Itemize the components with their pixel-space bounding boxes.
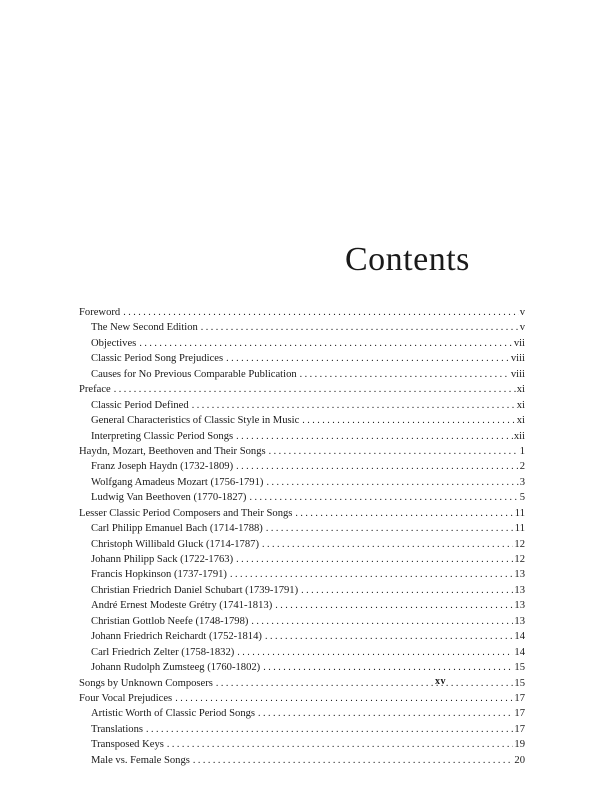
- toc-entry-title: Male vs. Female Songs: [91, 754, 190, 766]
- toc-entry-page: xi: [516, 399, 525, 411]
- toc-entry-page: 15: [514, 677, 525, 689]
- toc-entry-page: 11: [514, 523, 525, 535]
- toc-entry-title: Objectives: [91, 337, 137, 349]
- toc-entry-page: 20: [514, 754, 525, 766]
- toc-entry-page: viii: [510, 353, 525, 365]
- toc-subentry: [79, 645, 525, 660]
- toc-entry-title: Lesser Classic Period Composers and Their Songs: [79, 507, 293, 519]
- toc-subentry: [79, 722, 525, 737]
- toc-subentry: [79, 367, 525, 382]
- toc-entry-page: 1: [519, 445, 525, 457]
- dot-leader: [230, 567, 513, 582]
- toc-subentry: [79, 567, 525, 582]
- toc-entry-title: André Ernest Modeste Grétry (1741-1813): [91, 600, 273, 612]
- dot-leader: [114, 382, 516, 397]
- dot-leader: [269, 444, 519, 459]
- toc-entry: [79, 691, 525, 706]
- dot-leader: [266, 521, 514, 536]
- dot-leader: [295, 506, 513, 521]
- toc-entry: [79, 305, 525, 320]
- dot-leader: [216, 676, 514, 691]
- toc-entry-title: Songs by Unknown Composers: [79, 677, 213, 689]
- toc-entry-page: 17: [514, 723, 525, 735]
- toc-entry-page: 5: [519, 492, 525, 504]
- dot-leader: [265, 629, 513, 644]
- toc-entry-title: Franz Joseph Haydn (1732-1809): [91, 461, 234, 473]
- dot-leader: [139, 336, 513, 351]
- toc-subentry: [79, 351, 525, 366]
- toc-entry-title: Christian Friedrich Daniel Schubart (1739-1791): [91, 584, 299, 596]
- toc-entry-title: Wolfgang Amadeus Mozart (1756-1791): [91, 476, 264, 488]
- toc-entry-page: 13: [514, 615, 525, 627]
- dot-leader: [262, 537, 513, 552]
- toc-subentry: [79, 614, 525, 629]
- toc-subentry: [79, 413, 525, 428]
- toc-entry-page: v: [519, 322, 525, 334]
- dot-leader: [263, 660, 513, 675]
- toc-entry-page: xi: [516, 415, 525, 427]
- dot-leader: [301, 583, 513, 598]
- toc-entry-title: Transposed Keys: [91, 739, 164, 751]
- toc-subentry: [79, 629, 525, 644]
- toc-subentry: [79, 320, 525, 335]
- toc-entry-page: 12: [514, 554, 525, 565]
- toc-entry-page: vii: [513, 337, 525, 349]
- toc-entry-page: 17: [514, 708, 525, 720]
- toc-entry-page: xi: [516, 384, 525, 396]
- toc-entry-title: Johann Friedrich Reichardt (1752-1814): [91, 631, 262, 643]
- toc-entry-title: Translations: [91, 723, 143, 735]
- toc-entry-page: 12: [514, 538, 525, 550]
- toc-entry-page: 11: [514, 507, 525, 519]
- dot-leader: [237, 645, 513, 660]
- toc-entry-title: Francis Hopkinson (1737-1791): [91, 569, 227, 581]
- toc-entry-page: 13: [514, 569, 525, 581]
- toc-entry-title: Ludwig Van Beethoven (1770-1827): [91, 492, 247, 504]
- toc-subentry: [79, 475, 525, 490]
- toc-entry-page: 14: [514, 646, 525, 658]
- toc-subentry: [79, 521, 525, 536]
- toc-entry-title: Foreword: [79, 307, 121, 318]
- toc-entry-title: Classic Period Song Prejudices: [91, 353, 224, 365]
- page-number: xv: [435, 676, 446, 687]
- dot-leader: [251, 614, 513, 629]
- toc-entry-page: 3: [519, 476, 525, 488]
- dot-leader: [201, 320, 519, 335]
- toc-entry-title: Christoph Willibald Gluck (1714-1787): [91, 538, 259, 550]
- toc-entry-title: Classic Period Defined: [91, 399, 189, 411]
- toc-subentry: [79, 490, 525, 505]
- dot-leader: [146, 722, 513, 737]
- toc-subentry: [79, 336, 525, 351]
- dot-leader: [236, 429, 513, 444]
- toc-subentry: [79, 583, 525, 598]
- dot-leader: [193, 753, 514, 768]
- toc-entry-page: v: [519, 307, 525, 318]
- toc-entry: [79, 676, 525, 691]
- dot-leader: [275, 598, 513, 613]
- toc-subentry: [79, 753, 525, 768]
- dot-leader: [226, 351, 510, 366]
- toc-entry-title: Johann Philipp Sack (1722-1763): [91, 554, 234, 565]
- toc-entry-title: Interpreting Classic Period Songs: [91, 430, 234, 442]
- toc-entry-title: General Characteristics of Classic Style in Music: [91, 415, 300, 427]
- dot-leader: [175, 691, 513, 706]
- toc-subentry: [79, 537, 525, 552]
- toc-entry-title: Artistic Worth of Classic Period Songs: [91, 708, 256, 720]
- toc-entry-title: Causes for No Previous Comparable Publication: [91, 368, 297, 380]
- toc-entry-page: xii: [513, 430, 525, 442]
- toc-entry-title: The New Second Edition: [91, 322, 198, 334]
- toc-entry-page: 13: [514, 584, 525, 596]
- dot-leader: [236, 459, 519, 474]
- toc-entry-title: Preface: [79, 384, 111, 396]
- page-title: Contents: [345, 241, 470, 278]
- toc-entry-page: 19: [514, 739, 525, 751]
- dot-leader: [258, 706, 513, 721]
- toc-entry: [79, 382, 525, 397]
- dot-leader: [123, 305, 519, 320]
- toc-subentry: [79, 660, 525, 675]
- dot-leader: [167, 737, 514, 752]
- dot-leader: [236, 552, 513, 567]
- dot-leader: [266, 475, 518, 490]
- toc-subentry: [79, 429, 525, 444]
- dot-leader: [300, 367, 510, 382]
- toc-subentry: [79, 552, 525, 567]
- toc-subentry: [79, 706, 525, 721]
- toc-entry-title: Four Vocal Prejudices: [79, 692, 173, 704]
- toc-entry-page: 14: [514, 631, 525, 643]
- toc-entry-title: Carl Friedrich Zelter (1758-1832): [91, 646, 235, 658]
- dot-leader: [302, 413, 515, 428]
- toc-entry: [79, 506, 525, 521]
- toc-entry: [79, 444, 525, 459]
- toc-entry-page: 13: [514, 600, 525, 612]
- dot-leader: [192, 398, 516, 413]
- toc-entry-title: Christian Gottlob Neefe (1748-1798): [91, 615, 249, 627]
- toc-entry-page: viii: [510, 368, 525, 380]
- toc-subentry: [79, 598, 525, 613]
- toc-entry-page: 17: [514, 692, 525, 704]
- toc-entry-page: 15: [514, 662, 525, 674]
- toc-subentry: [79, 459, 525, 474]
- toc-subentry: [79, 737, 525, 752]
- dot-leader: [249, 490, 518, 505]
- table-of-contents: [79, 305, 525, 768]
- toc-subentry: [79, 398, 525, 413]
- toc-entry-title: Carl Philipp Emanuel Bach (1714-1788): [91, 523, 263, 535]
- toc-entry-page: 2: [519, 461, 525, 473]
- toc-entry-title: Johann Rudolph Zumsteeg (1760-1802): [91, 662, 261, 674]
- toc-entry-title: Haydn, Mozart, Beethoven and Their Songs: [79, 445, 266, 457]
